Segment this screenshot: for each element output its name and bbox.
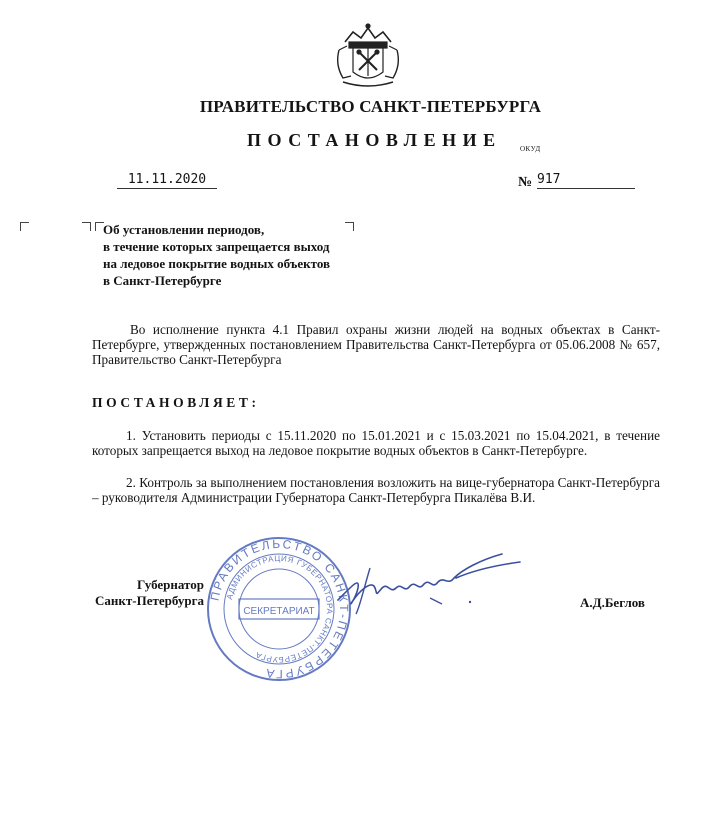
government-name: ПРАВИТЕЛЬСТВО САНКТ-ПЕТЕРБУРГА <box>199 97 542 116</box>
corner-mark <box>345 222 354 231</box>
subject-line: в течение которых запрещается выход <box>103 239 330 254</box>
stamp-center-text: СЕКРЕТАРИАТ <box>243 606 315 617</box>
resolution-item: 1. Установить периоды с 15.11.2020 по 15.01.2021 и с 15.03.2021 по 15.04.2021, в течение которых запрещается выход на ледовое покрытие водных объектов в Санкт-Петербурге. <box>92 428 660 458</box>
stamp-outer-text: ПРАВИТЕЛЬСТВО САНКТ-ПЕТЕРБУРГА <box>207 536 352 682</box>
intro-paragraph: Во исполнение пункта 4.1 Правил охраны жизни людей на водных объектах в Санкт-Петербурге, утвержденных постановлением Правительства Санкт-Петербурга от 05.06.2008 № 657, Правительство Санкт-Петербурга <box>92 322 660 367</box>
handwritten-signature <box>330 548 540 618</box>
subject-line: в Санкт-Петербурге <box>103 273 222 288</box>
signatory-position <box>92 577 204 609</box>
number-sign: № <box>518 175 533 190</box>
document-subject <box>103 221 330 289</box>
subject-line: Об установлении периодов, <box>103 222 265 237</box>
signatory-name: А.Д.Беглов <box>580 595 645 610</box>
coat-of-arms-icon <box>333 20 403 90</box>
document-number: 917 <box>537 172 635 189</box>
resolves-heading: ПОСТАНОВЛЯЕТ: <box>92 395 260 410</box>
stamp-inner-text: АДМИНИСТРАЦИЯ ГУБЕРНАТОРА САНКТ-ПЕТЕРБУРГА <box>224 553 335 665</box>
document-type-title: ПОСТАНОВЛЕНИЕ <box>247 130 502 150</box>
corner-mark <box>82 222 91 231</box>
corner-mark <box>20 222 29 231</box>
position-line: Губернатор <box>136 577 204 592</box>
document-date: 11.11.2020 <box>117 172 217 189</box>
position-line: Санкт-Петербурга <box>95 593 204 608</box>
okud-label: ОКУД <box>520 145 541 153</box>
subject-line: на ледовое покрытие водных объектов <box>103 256 331 271</box>
resolution-item: 2. Контроль за выполнением постановления возложить на вице-губернатора Санкт-Петербурга – руководителя Администрации Губернатора Санкт-Петербурга Пикалёва В.И. <box>92 475 660 505</box>
